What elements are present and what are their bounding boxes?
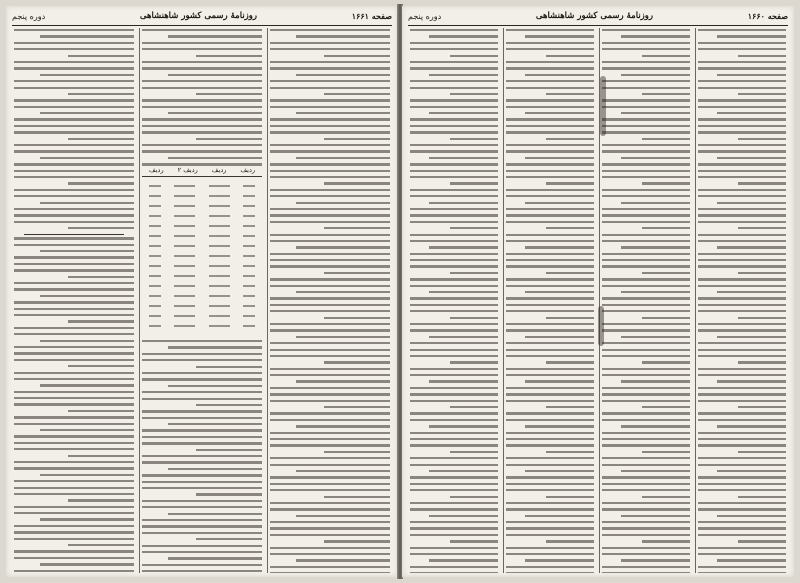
journal-title: روزنامهٔ رسمی کشور شاهنشاهی (535, 11, 653, 21)
table-row (142, 321, 262, 331)
table-column (139, 28, 264, 573)
text-column (599, 28, 692, 573)
table-row (142, 271, 262, 281)
table-row (142, 291, 262, 301)
right-page-header (408, 9, 788, 26)
table-row (142, 231, 262, 241)
left-page (6, 6, 398, 577)
right-page-columns (408, 28, 788, 573)
table-row (142, 201, 262, 211)
table-row (142, 281, 262, 291)
period-label: دوره پنجم (408, 11, 442, 21)
table-header-cell: ردیف (240, 166, 255, 174)
text-column (408, 28, 500, 573)
text-column (503, 28, 596, 573)
ink-smudge (598, 306, 604, 346)
journal-title: روزنامهٔ رسمی کشور شاهنشاهی (139, 11, 257, 21)
ink-smudge (600, 76, 606, 136)
table-row (142, 241, 262, 251)
table-row (142, 181, 262, 191)
table-header-cell: ردیف (149, 166, 164, 174)
period-label: دوره پنجم (12, 11, 46, 21)
table-header-cell: ردیف (211, 166, 227, 174)
table-header-cell: ردیف ۲ (177, 166, 198, 174)
text-column (12, 28, 136, 573)
data-table (142, 166, 262, 336)
table-row (142, 221, 262, 231)
left-page-header (12, 9, 392, 26)
table-row (142, 191, 262, 201)
table-row (142, 261, 262, 271)
page-number: صفحه ۱۶۶۰ (747, 11, 788, 21)
text-column (695, 28, 788, 573)
right-page (402, 6, 794, 577)
table-row (142, 301, 262, 311)
page-number: صفحه ۱۶۶۱ (351, 11, 392, 21)
left-page-columns (12, 28, 392, 573)
table-row (142, 211, 262, 221)
table-row (142, 251, 262, 261)
table-row (142, 311, 262, 321)
text-column (267, 28, 392, 573)
table-header (142, 166, 262, 177)
